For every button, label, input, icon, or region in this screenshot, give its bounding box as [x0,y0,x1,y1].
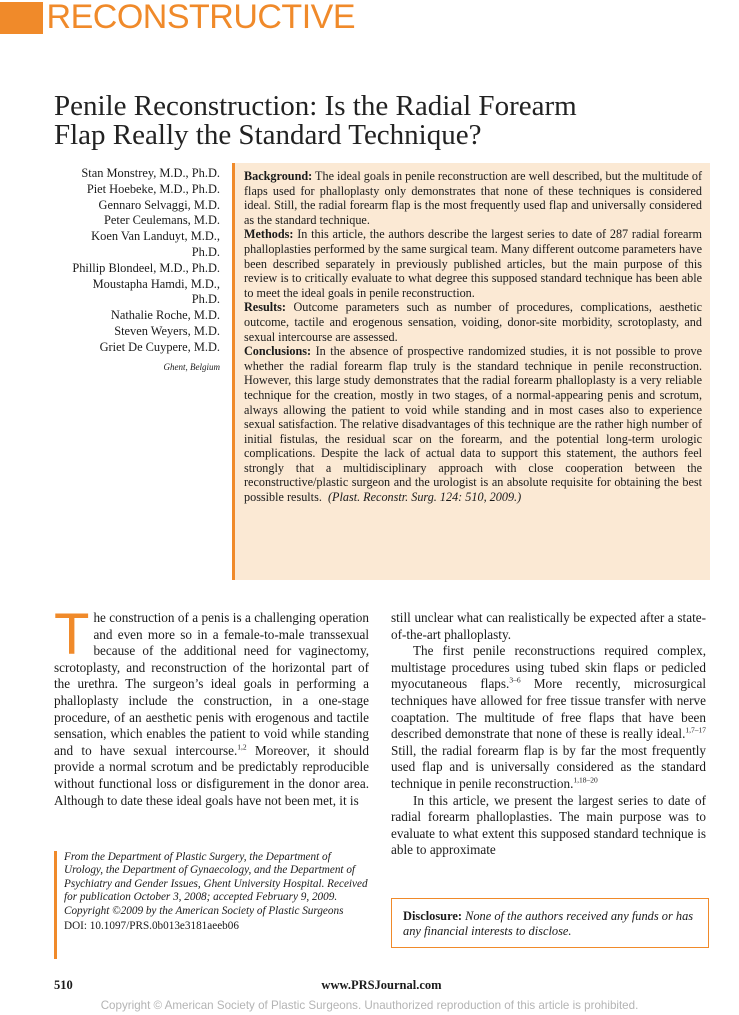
author: Piet Hoebeke, M.D., Ph.D. [86,181,220,196]
copyright-watermark: Copyright © American Society of Plastic Surgeons. Unauthorized reproduction of this article is prohibited. [100,999,639,1012]
author: Peter Ceulemans, M.D. [104,213,220,228]
body-text: he construction of a penis is a challenging operation and even more so in a female-to-male transsexual because of the additional need for vaginectomy, scrotoplasty, and reconstruction of the horizontal part of the urethra. The surgeon’s ideal goals in performing a phalloplasty include the construction, in a one-stage procedure, of an aesthetic penis with erogenous and tactile sensation, which enables the patient to void while standing and to have sexual intercourse. [54,610,369,758]
doi-link[interactable]: DOI: 10.1097/PRS.0b013e3181aeeb06 [64,920,239,933]
abstract-methods [244,227,702,300]
disclosure-label: Disclosure: [403,909,462,923]
abstract-box [232,163,710,580]
body-column-right [391,610,706,859]
reference-superscript[interactable]: 1,18–20 [573,775,598,785]
author: Nathalie Roche, M.D. [110,308,220,323]
reference-superscript[interactable]: 3–6 [509,675,521,685]
author-location: Ghent, Belgium [163,361,220,372]
author: Ph.D. [191,244,220,259]
article-title [54,92,714,150]
author: Ph.D. [191,292,220,307]
title-line-2: Flap Really the Standard Technique? [54,119,482,151]
drop-cap: T [54,602,90,667]
abstract-conclusions-label: Conclusions: [244,344,312,359]
author: Moustapha Hamdi, M.D., [92,276,220,291]
author: Steven Weyers, M.D. [114,323,220,338]
body-paragraph: still unclear what can realistically be expected after a state-of-the-art phalloplasty. [391,610,706,642]
author: Koen Van Landuyt, M.D., [91,229,220,244]
abstract-conclusions-text: In the absence of prospective randomized studies, it is not possible to prove whether the radial forearm flap truly is the standard technique in penile reconstruction. However, this large study demonstrates that the radial forearm phalloplasty is a very reliable technique for the creation, mostly in two stages, of a normal-appearing penis and scrotum, always allowing the patient to void while standing and in most cases also to experience sexual satisfaction. The relative disadvantages of this technique are the rather high number of initial fistulas, the residual scar on the forearm, and the potential long-term urologic complications. Despite the lack of actual data to support this statement, the authors feel strongly that a multidisciplinary approach with close cooperation between the reconstructive/plastic surgeon and the urologist is an absolute requisite for obtaining the best possible results. [244,344,702,505]
author: Griet De Cuypere, M.D. [99,339,220,354]
affiliation-footnote [54,851,372,959]
page-footer [54,978,709,996]
section-label: RECONSTRUCTIVE [46,0,355,36]
abstract-background-text: The ideal goals in penile reconstruction are well described, but the multitude of flaps used for phalloplasty only demonstrates that none of these techniques is considered ideal. Still, the radial forearm flap is the most frequently used flap and universally considered as the standard technique. [244,169,702,227]
abstract-results-label: Results: [244,300,286,315]
journal-url-link[interactable]: www.PRSJournal.com [321,978,442,992]
abstract-methods-text: In this article, the authors describe the largest series to date of 287 radial forearm phalloplasties performed by the same surgical team. Many different outcome parameters have been described separately in previously published articles, but the main purpose of this review is to critically evaluate to what degree this supposed standard technique has been able to meet the ideal goals in penile reconstruction. [244,227,702,300]
section-color-bar [0,2,43,34]
body-text: Moreover, it should provide a normal scrotum and be predictably reproducible without functional loss or disfigurement in the donor area. Although to date these ideal goals have not been met, it is [54,742,370,808]
reference-superscript[interactable]: 1,2 [237,742,247,752]
abstract-methods-label: Methods: [244,227,294,242]
author: Phillip Blondeel, M.D., Ph.D. [72,260,220,275]
body-paragraph [54,602,370,809]
footnote-affiliation: From the Department of Plastic Surgery, the Department of Urology, the Department of Gynaecology, and the Department of Psychiatry and Gender Issues, Ghent University Hospital. Received for publication October 3, 2008; accepted February 9, 2009. [64,851,368,904]
abstract-results-text: Outcome parameters such as number of procedures, complications, aesthetic outcome, tactile and erogenous sensation, voiding, donor-site morbidity, scrotoplasty, and sexual intercourse are assessed. [244,300,702,344]
author: Stan Monstrey, M.D., Ph.D. [81,166,220,180]
body-paragraph: In this article, we present the largest series to date of radial forearm phalloplasties. The main purpose was to evaluate to what extent this supposed standard technique is able to approximate [391,792,706,858]
section-header [0,0,355,38]
disclosure-text: None of the authors received any funds or has any financial interests to disclose. [403,909,694,939]
body-column-left [54,602,370,809]
author-list [40,166,220,375]
title-line-1: Penile Reconstruction: Is the Radial Forearm [54,90,577,122]
footnote-copyright: Copyright ©2009 by the American Society of Plastic Surgeons [64,904,344,917]
abstract-conclusions [244,344,702,505]
body-text: More recently, microsurgical techniques have allowed for free tissue transfer with nerve coaptation. The multitude of free flaps that have been described demonstrate that none of these is really ideal. [391,676,706,742]
abstract-background [244,169,702,227]
body-text: The first penile reconstructions required complex, multistage procedures using tubed skin flaps or pedicled myocutaneous flaps. [391,643,706,692]
body-paragraph [391,643,706,792]
abstract-background-label: Background: [244,169,313,183]
page-number: 510 [54,978,73,992]
reference-superscript[interactable]: 1,7–17 [685,725,706,735]
disclosure-box [391,898,709,948]
abstract-citation: (Plast. Reconstr. Surg. 124: 510, 2009.) [327,490,522,505]
author: Gennaro Selvaggi, M.D. [98,197,220,212]
body-text: Still, the radial forearm flap is by far the most frequently used flap and is universally considered as the standard technique in penile reconstruction. [391,742,706,791]
abstract-results [244,300,702,344]
